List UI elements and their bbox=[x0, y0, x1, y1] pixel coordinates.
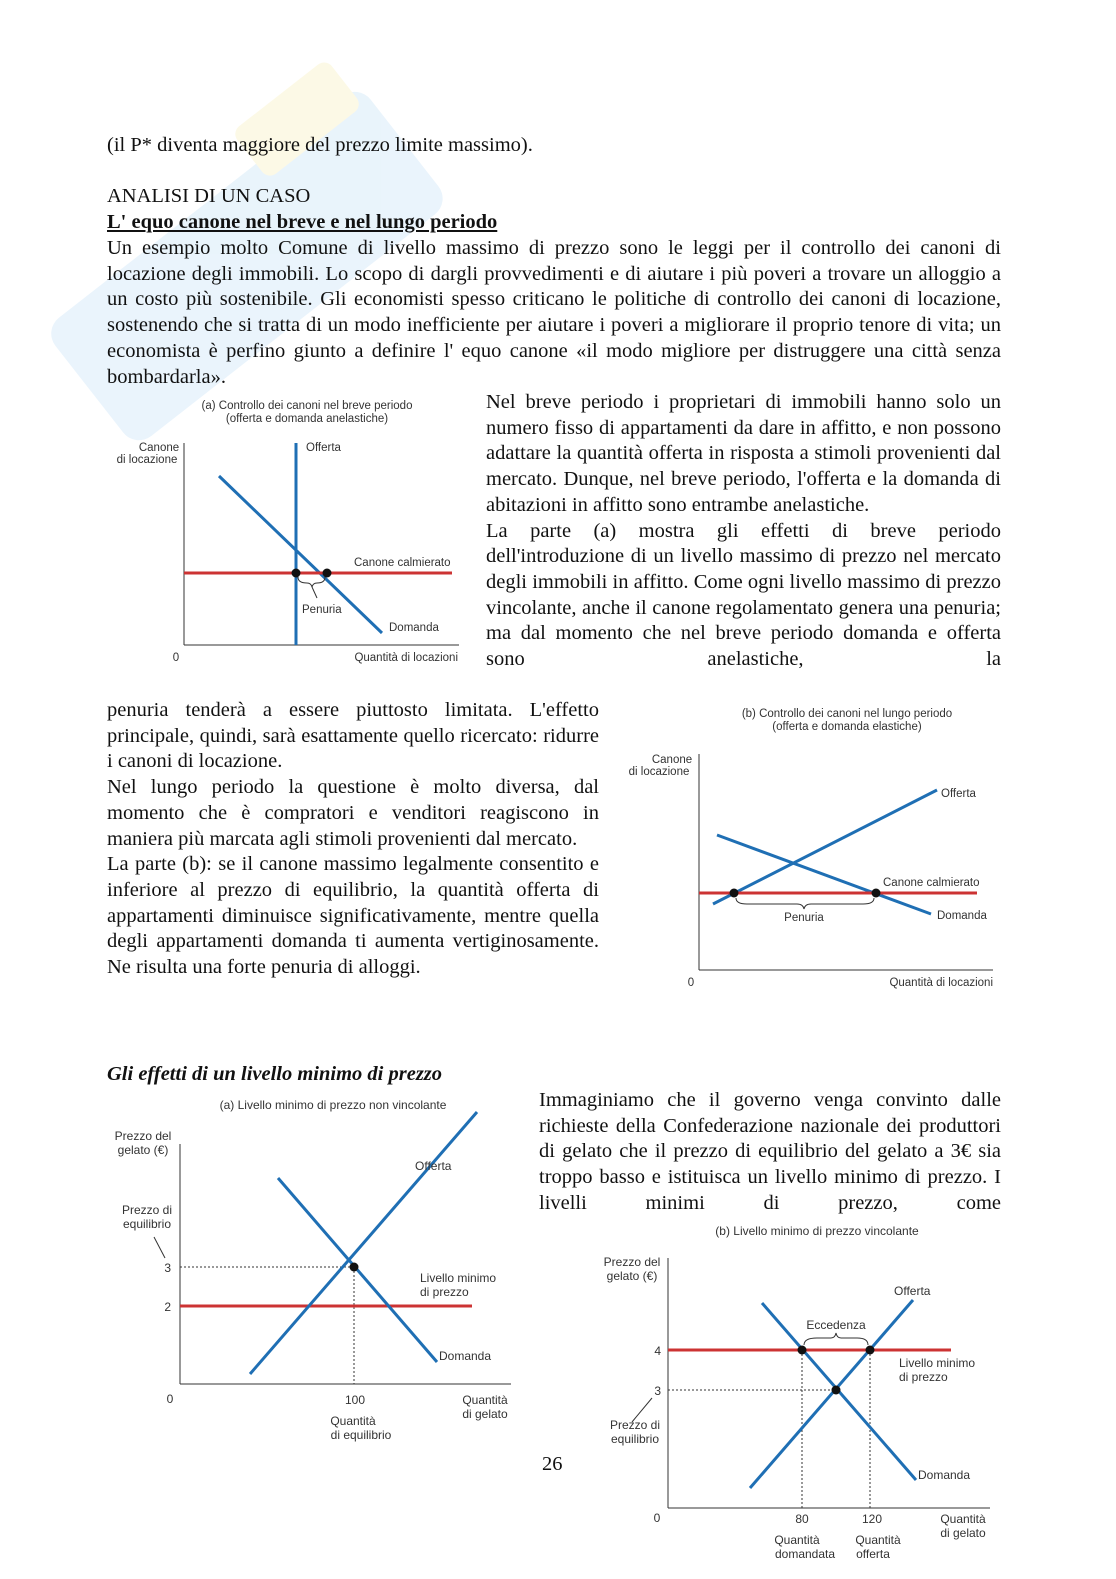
chart-b-shortage-brace bbox=[736, 898, 874, 909]
chart-c-xtick-100: 100 bbox=[344, 1393, 366, 1407]
chart-c-eqqty-1: Quantità bbox=[330, 1414, 376, 1428]
chart-a-xlabel: Quantità di locazioni bbox=[354, 652, 458, 664]
chart-d-qs-2: offerta bbox=[856, 1547, 890, 1561]
chart-a-shortage-pointer bbox=[312, 587, 317, 598]
chart-c-equilibrium-point bbox=[350, 1263, 359, 1272]
chart-d-qs-1: Quantità bbox=[855, 1533, 901, 1547]
chart-b-point-demand bbox=[872, 889, 881, 898]
page-number: 26 bbox=[542, 1453, 563, 1475]
chart-b-title-1: (b) Controllo dei canoni nel lungo periodo bbox=[741, 708, 953, 720]
chart-d-supply-label: Offerta bbox=[894, 1284, 931, 1298]
chart-c-ylabel-1: Prezzo del bbox=[114, 1129, 172, 1143]
chart-d-surplus-label: Eccedenza bbox=[806, 1318, 866, 1332]
chart-b-ylabel-2: di locazione bbox=[628, 766, 690, 778]
paragraph-2: Nel breve periodo i proprietari di immobili hanno solo un numero fisso di appartamenti da dare in affitto, e non possono adattare la quantità offerta in risposta a stimoli provenienti dal mercato. Dunque, nel breve periodo, l'offerta e la domanda di abitazioni in affitto sono entrambe anelastiche. bbox=[486, 391, 1001, 516]
chart-d-eqprice-1: Prezzo di bbox=[609, 1418, 661, 1432]
paragraph-5: La parte (b): se il canone massimo legalmente consentito e inferiore al prezzo di equilibrio, la quantità offerta di appartamenti diminuisce significativamente, mentre quella degli appartamenti domanda ti aumenta vertiginosamente. Ne risulta una forte penuria di alloggi. bbox=[107, 853, 599, 979]
chart-rent-control-long-run bbox=[615, 702, 1005, 1002]
chart-c-xlabel-2: di gelato bbox=[462, 1407, 508, 1421]
chart-b-shortage-label: Penuria bbox=[784, 912, 824, 924]
chart-b-ylabel-1: Canone bbox=[651, 754, 693, 766]
chart-d-xlabel-1: Quantità bbox=[940, 1512, 986, 1526]
chart-c-title: (a) Livello minimo di prezzo non vincolante bbox=[219, 1098, 447, 1112]
chart-c-floor-label-2: di prezzo bbox=[420, 1285, 469, 1299]
chart-b-title-2: (offerta e domanda elastiche) bbox=[772, 721, 922, 733]
chart-c-origin: 0 bbox=[166, 1392, 174, 1406]
chart-c-demand-line bbox=[278, 1178, 437, 1362]
chart-a-demand-label: Domanda bbox=[389, 622, 439, 634]
chart-b-demand-label: Domanda bbox=[937, 910, 987, 922]
chart-d-equilibrium-point bbox=[832, 1386, 841, 1395]
chart-c-floor-label-1: Livello minimo bbox=[420, 1271, 497, 1285]
paragraph-4: Nel lungo periodo la questione è molto diversa, dal momento che è compratori e venditori reagiscono in maniera più marcata agli stimoli provenienti dal mercato. bbox=[107, 776, 599, 850]
chart-c-xlabel-1: Quantità bbox=[462, 1393, 508, 1407]
chart-a-ylabel-2: di locazione bbox=[116, 454, 178, 466]
chart-c-eqqty-2: di equilibrio bbox=[330, 1428, 392, 1442]
chart-d-ylabel-1: Prezzo del bbox=[603, 1255, 661, 1269]
chart-d-origin: 0 bbox=[653, 1511, 661, 1525]
chart-c-eqprice-pointer bbox=[154, 1237, 165, 1258]
chart-d-ylabel-2: gelato (€) bbox=[606, 1269, 658, 1283]
chart-d-title: (b) Livello minimo di prezzo vincolante bbox=[715, 1224, 919, 1238]
chart-d-eqprice-2: equilibrio bbox=[610, 1432, 660, 1446]
section-title: L' equo canone nel breve e nel lungo periodo bbox=[107, 211, 498, 233]
chart-d-xtick-120: 120 bbox=[861, 1512, 883, 1526]
chart-c-ylabel-2: gelato (€) bbox=[117, 1143, 169, 1157]
chart-a-origin: 0 bbox=[172, 652, 180, 664]
chart-a-shortage-label: Penuria bbox=[302, 604, 342, 616]
chart-a-point-demand bbox=[323, 569, 332, 578]
chart-d-surplus-brace bbox=[804, 1333, 868, 1345]
paragraph-1: Un esempio molto Comune di livello massimo di prezzo sono le leggi per il controllo dei canoni di locazione degli immobili. Lo scopo di dargli provvedimenti e di aiutare i più poveri a trovare un alloggio a un costo più sostenibile. Gli economisti spesso criticano le politiche di controllo dei canoni di locazione, sostenendo che si tratta di un modo inefficiente per aiutare i poveri a migliorare il proprio tenore di vita; un economista è perfino giunto a definire l' equo canone «il modo migliore per distruggere una città senza bombardarla». bbox=[107, 237, 1001, 388]
chart-b-xlabel: Quantità di locazioni bbox=[889, 977, 993, 989]
chart-c-ytick-2: 2 bbox=[164, 1300, 171, 1314]
section2-title: Gli effetti di un livello minimo di prezzo bbox=[107, 1063, 443, 1085]
chart-a-point-supply bbox=[292, 569, 301, 578]
chart-c-eqprice-1: Prezzo di bbox=[121, 1203, 173, 1217]
chart-b-point-supply bbox=[730, 889, 739, 898]
chart-d-floor-label-1: Livello minimo bbox=[899, 1356, 976, 1370]
chart-d-ytick-3: 3 bbox=[654, 1384, 661, 1398]
chart-a-supply-label: Offerta bbox=[306, 442, 341, 454]
chart-d-ytick-4: 4 bbox=[654, 1344, 661, 1358]
chart-price-floor-binding bbox=[595, 1218, 1005, 1579]
chart-b-ceiling-label: Canone calmierato bbox=[883, 877, 980, 889]
chart-d-qd-2: domandata bbox=[774, 1547, 836, 1561]
chart-d-xtick-80: 80 bbox=[795, 1512, 809, 1526]
chart-a-ceiling-label: Canone calmierato bbox=[354, 557, 451, 569]
chart-d-floor-label-2: di prezzo bbox=[899, 1370, 948, 1384]
chart-a-ylabel-1: Canone bbox=[138, 442, 180, 454]
paragraph-6: Immaginiamo che il governo venga convinto dalle richieste della Confederazione nazionale dei produttori di gelato che il prezzo di equilibrio del gelato a 3€ sia troppo basso e istituisca un livello minimo di prezzo. I livelli minimi di prezzo, come bbox=[539, 1089, 1001, 1214]
chart-d-xlabel-2: di gelato bbox=[940, 1526, 986, 1540]
chart-b-origin: 0 bbox=[687, 977, 695, 989]
chart-c-eqprice-2: equilibrio bbox=[122, 1217, 172, 1231]
section-label: ANALISI DI UN CASO bbox=[107, 185, 311, 207]
chart-b-supply-label: Offerta bbox=[941, 788, 976, 800]
chart-d-qd-1: Quantità bbox=[774, 1533, 820, 1547]
paragraph-3b: penuria tenderà a essere piuttosto limitata. L'effetto principale, quindi, sarà esattamente quello ricercato: ridurre i canoni di locazione. bbox=[107, 699, 599, 773]
chart-c-ytick-3: 3 bbox=[164, 1261, 171, 1275]
paragraph-3a: La parte (a) mostra gli effetti di breve periodo dell'introduzione di un livello massimo di prezzo nel mercato degli immobili in affitto. Come ogni livello massimo di prezzo vincolante, anche il canone regolamentato genera una penuria; ma dal momento che nel breve periodo domanda e offerta sono anelastiche, la bbox=[486, 519, 1001, 671]
chart-d-point-qs bbox=[866, 1346, 875, 1355]
chart-a-demand-line bbox=[219, 476, 382, 633]
chart-rent-control-short-run bbox=[107, 393, 472, 673]
chart-a-title-2: (offerta e domanda anelastiche) bbox=[225, 413, 389, 425]
chart-c-supply-label: Offerta bbox=[415, 1159, 452, 1173]
chart-d-point-qd bbox=[798, 1346, 807, 1355]
chart-a-shortage-brace bbox=[298, 577, 325, 587]
chart-c-demand-label: Domanda bbox=[439, 1349, 492, 1363]
chart-c-supply-line bbox=[250, 1112, 477, 1374]
chart-price-floor-non-binding bbox=[107, 1092, 527, 1452]
intro-line: (il P* diventa maggiore del prezzo limite massimo). bbox=[107, 134, 533, 156]
chart-d-demand-label: Domanda bbox=[918, 1468, 971, 1482]
chart-a-title-1: (a) Controllo dei canoni nel breve periodo bbox=[201, 400, 413, 412]
